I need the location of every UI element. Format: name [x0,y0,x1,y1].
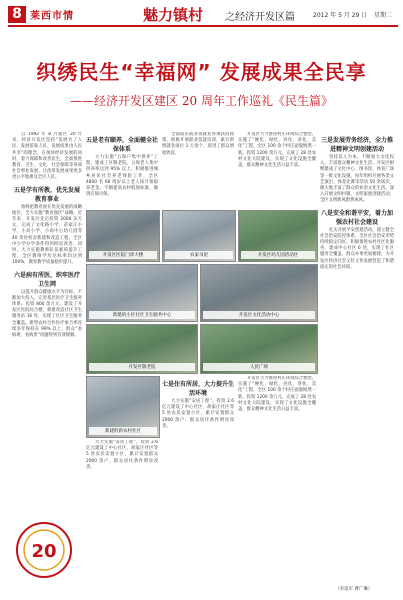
paragraph: 大力实施“安居工程”，投资 2.6 亿元建设了中心社区、胡家庄社区等 5 处农民安置小区，累计安置群众 2000 余户，群众居住条件明显改善。 [86,440,158,470]
section-heading: 三是发展劳务经济，全力推进精神文明创建活动 [320,137,393,153]
svg-text:20: 20 [31,541,57,562]
photo-nursing-home [86,324,198,374]
paragraph: 自 1992 年 8 月建区 20 年来，经济开发区坚持“发展为了人民、发展依靠人民、发展成果由人民共享”的理念，在加快经济发展的同时，着力保障和改善民生，全面推进教育、卫生、文化、社会保障等各项社会事业发展，让改革发展成果更多更公平地惠及全区人民。 [12,132,82,181]
photo-kindergarten [238,210,318,262]
photo-caption: 开发区医院门诊大楼 [89,251,157,259]
photo-new-community [86,376,160,438]
edition-title: 魅力镇村 [143,6,204,24]
subheadline: ——经济开发区建区 20 周年工作巡礼《民生篇》 [70,94,333,108]
paragraph: 全面落实就业再就业各项扶持政策，积极开展职业技能培训，累计新增就业岗位 1 万余个，促进了群众增收致富。 [162,132,234,156]
article-column-8 [320,132,394,582]
section-name: 莱西市情 [30,11,74,22]
section-heading: 五是老有颐养，全面健全社保体系 [86,137,158,153]
article-column-7 [238,376,316,576]
paragraph: 以提升群众健康水平为目标，不断加大投入，完善基层医疗卫生服务体系。投资 800 余万元，建设了开发区医院综合楼，新建改造社区卫生服务站 16 处，实现了社区卫生服务全覆盖。新型农村合作医疗参合率连续多年保持在 99% 以上，群众“看病难、看病贵”问题得到有效缓解。 [12,289,82,339]
paragraph: 扎实开展平安创建活动，建立健全社会治安防控体系，全区社会治安形势持续稳定向好。积极推进农村社区化服务，建成中心社区 6 处，实现了社区服务全覆盖，群众办事更加便捷，为开发区经济社会又好又快发展营造了和谐稳定的社会环境。 [320,227,394,270]
article-column-6 [86,440,158,576]
issue-weekday: 星期二 [374,12,393,19]
article-column-1 [12,132,82,572]
photo-caption: 人民广场 [203,363,315,371]
photo-caption: 开发区敬老院 [89,363,195,371]
headline: 织绣民生“幸福网” 发展成果全民享 [36,60,367,84]
photo-caption: 开发区文化活动中心 [203,311,315,319]
paragraph: 开发区大力推进村庄环境综合整治，实施了“硬化、绿化、亮化、净化、美化”工程，全区 100 余个村庄面貌焕然一新。投资 1200 余万元，完成了 28 处农村文化大院建设，实现了文化设施全覆盖，群众精神文化生活日益丰富。 [238,132,316,169]
edition-subtitle: 之经济开发区篇 [225,12,295,23]
page-header [8,5,398,27]
article-column-2 [86,132,158,207]
section-heading: 五是学有所教，优先发展教育事业 [13,186,80,203]
photo-hospital [86,210,160,262]
paragraph: 坚持以人为本，不断加大文化投入，丰富群众精神文化生活。开发区相继建成了文化中心、图书馆、体育广场等一批文化设施，每年组织开展各类文艺演出、体育比赛等活动 50 余场次，极大地丰富了群众的业余文化生活。深入开展文明村镇、文明家庭创建活动，全区文明新风蔚然成风。 [320,155,394,204]
photo-health-center [86,264,198,322]
page-number: 8 [8,6,26,23]
photo-caption: 新建的新农村社区 [89,427,157,435]
section-heading: 八是安全和谐平安，着力加强农村社会建设 [320,209,393,226]
issue-date: 2012 年 5 月 29 日 [313,12,368,19]
photo-culture-center [200,264,318,322]
anniversary-logo-icon [14,520,74,580]
photo-caption: 开发区幼儿园活动区 [241,251,315,259]
paragraph: 开发区大力推进村庄环境综合整治，实施了“硬化、绿化、亮化、净化、美化”工程，全区 100 余个村庄面貌焕然一新。投资 1200 余万元，完成了 28 处农村文化大院建设，实现了文化设施全覆盖，群众精神文化生活日益丰富。 [238,376,316,413]
photo-square [200,324,318,374]
author-credit: （李富军 曹广琳） [335,587,373,592]
photo-caption: 农家书屋 [165,251,233,259]
article-column-4 [238,132,316,207]
article-column-5 [162,376,234,576]
paragraph: 大力实施“五保户集中供养”工程，建成了区敬老院，五保老人集中供养率达到 95% 以上。积极推进城乡居民社会养老保险工作，全区 4800 名 60 周岁以上老人按月领取养老金。不断提高农村低保标准，做到应保尽保。 [86,155,158,198]
section-heading: 六是病有所医，织牢医疗卫生网 [13,271,80,288]
article-column-3 [162,132,234,207]
paragraph: 始终把教育放在优先发展的战略地位，全力实施“教育强区”战略，近年来，开发区先后投资 2000 多万元，完成了文化路小学、苗家庄小学、小高小学、小高中心幼儿园等 40 余处校舍新建和改造工程，全区中小学办学条件得到明显改善。同时，大力实施教师队伍素质提升工程，全区教师学历达标率均达到 100%，教育教学质量稳步提升。 [12,204,82,266]
paragraph: 大力实施“安居工程”，投资 2.6 亿元建设了中心社区、胡家庄社区等 5 处农民安置小区，累计安置群众 2000 余户，群众居住条件明显改善。 [162,399,234,429]
section-heading: 七是住有所居，大力提升生活环境 [162,381,234,397]
photo-library [162,210,236,262]
photo-caption: 新建的小区社区卫生服务中心 [89,311,195,319]
